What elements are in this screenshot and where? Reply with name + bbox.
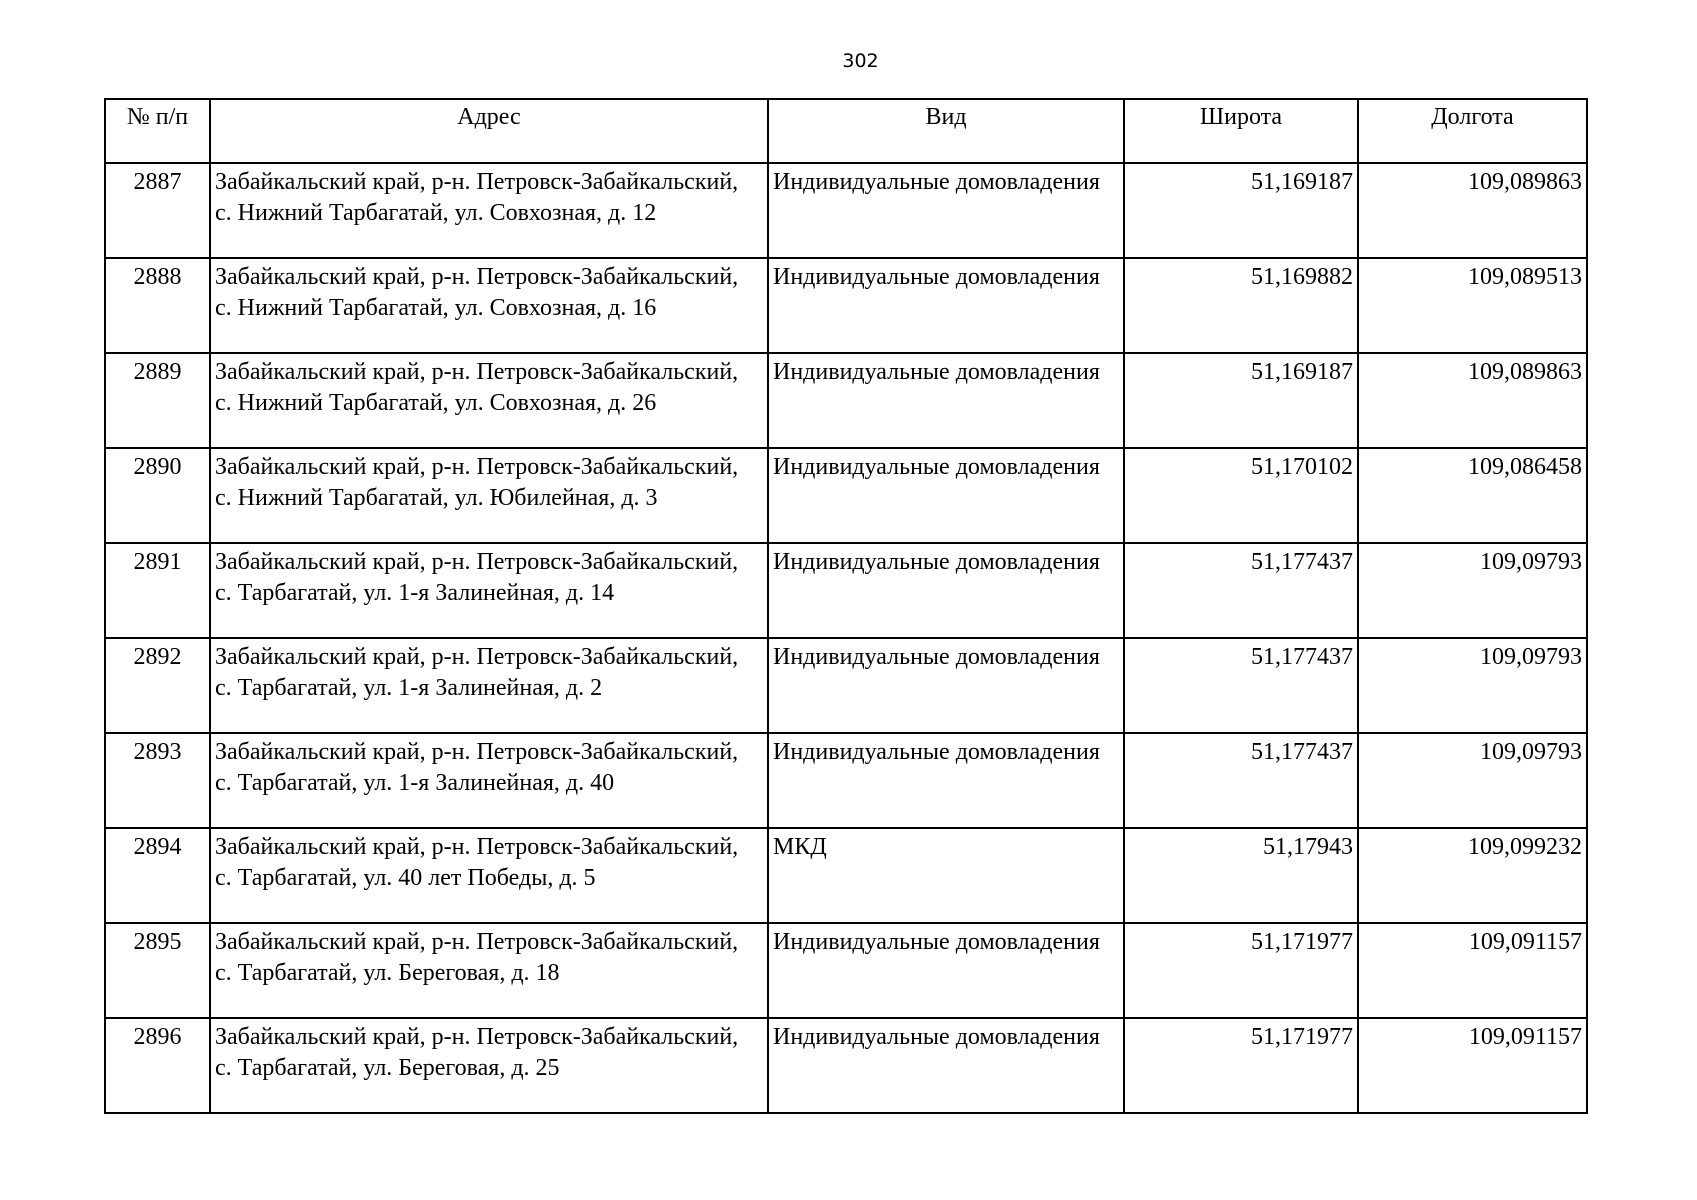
table-row <box>105 353 1587 448</box>
address-line-2: с. Тарбагатай, ул. 1-я Залинейная, д. 40 <box>215 770 615 796</box>
address-line-1: Забайкальский край, р-н. Петровск-Забайкальский, <box>215 834 739 860</box>
address-line-1: Забайкальский край, р-н. Петровск-Забайкальский, <box>215 264 739 290</box>
row-kind: Индивидуальные домовладения <box>768 733 1124 828</box>
row-latitude: 51,17943 <box>1124 828 1358 923</box>
table-row <box>105 448 1587 543</box>
address-line-2: с. Тарбагатай, ул. 1-я Залинейная, д. 14 <box>215 580 615 606</box>
address-line-2: с. Тарбагатай, ул. Береговая, д. 18 <box>215 960 560 986</box>
row-kind: Индивидуальные домовладения <box>768 543 1124 638</box>
table-row <box>105 258 1587 353</box>
row-number: 2887 <box>105 163 210 258</box>
row-number: 2892 <box>105 638 210 733</box>
row-number: 2895 <box>105 923 210 1018</box>
address-line-1: Забайкальский край, р-н. Петровск-Забайкальский, <box>215 644 739 670</box>
row-kind: Индивидуальные домовладения <box>768 163 1124 258</box>
row-longitude: 109,099232 <box>1358 828 1587 923</box>
table-row <box>105 163 1587 258</box>
row-latitude: 51,169187 <box>1124 353 1358 448</box>
row-address <box>210 923 768 1018</box>
row-address <box>210 163 768 258</box>
row-kind: МКД <box>768 828 1124 923</box>
table-body <box>105 163 1587 1113</box>
header-num: № п/п <box>105 99 210 163</box>
table-row <box>105 543 1587 638</box>
row-kind: Индивидуальные домовладения <box>768 1018 1124 1113</box>
row-address <box>210 1018 768 1113</box>
row-latitude: 51,169187 <box>1124 163 1358 258</box>
row-longitude: 109,089863 <box>1358 353 1587 448</box>
address-line-1: Забайкальский край, р-н. Петровск-Забайкальский, <box>215 549 739 575</box>
address-line-2: с. Тарбагатай, ул. 40 лет Победы, д. 5 <box>215 865 596 891</box>
row-number: 2894 <box>105 828 210 923</box>
table-row <box>105 923 1587 1018</box>
row-number: 2888 <box>105 258 210 353</box>
row-number: 2896 <box>105 1018 210 1113</box>
table-row <box>105 828 1587 923</box>
row-latitude: 51,171977 <box>1124 923 1358 1018</box>
address-line-1: Забайкальский край, р-н. Петровск-Забайкальский, <box>215 929 739 955</box>
header-row <box>105 99 1587 163</box>
row-address <box>210 448 768 543</box>
row-longitude: 109,091157 <box>1358 923 1587 1018</box>
row-longitude: 109,086458 <box>1358 448 1587 543</box>
row-address <box>210 258 768 353</box>
row-latitude: 51,177437 <box>1124 543 1358 638</box>
address-line-1: Забайкальский край, р-н. Петровск-Забайкальский, <box>215 739 739 765</box>
row-address <box>210 543 768 638</box>
address-line-1: Забайкальский край, р-н. Петровск-Забайкальский, <box>215 359 739 385</box>
row-kind: Индивидуальные домовладения <box>768 638 1124 733</box>
row-latitude: 51,170102 <box>1124 448 1358 543</box>
address-line-2: с. Нижний Тарбагатай, ул. Совхозная, д. 12 <box>215 200 657 226</box>
row-kind: Индивидуальные домовладения <box>768 353 1124 448</box>
address-line-1: Забайкальский край, р-н. Петровск-Забайкальский, <box>215 454 739 480</box>
header-latitude: Широта <box>1124 99 1358 163</box>
row-kind: Индивидуальные домовладения <box>768 923 1124 1018</box>
address-line-2: с. Тарбагатай, ул. Береговая, д. 25 <box>215 1055 560 1081</box>
row-longitude: 109,091157 <box>1358 1018 1587 1113</box>
row-kind: Индивидуальные домовладения <box>768 258 1124 353</box>
page-number: 302 <box>842 50 879 72</box>
address-line-2: с. Нижний Тарбагатай, ул. Юбилейная, д. 3 <box>215 485 658 511</box>
table-row <box>105 733 1587 828</box>
address-table <box>104 98 1588 1114</box>
row-longitude: 109,09793 <box>1358 638 1587 733</box>
table-row <box>105 1018 1587 1113</box>
row-latitude: 51,169882 <box>1124 258 1358 353</box>
row-kind: Индивидуальные домовладения <box>768 448 1124 543</box>
row-longitude: 109,089863 <box>1358 163 1587 258</box>
row-address <box>210 353 768 448</box>
header-address: Адрес <box>210 99 768 163</box>
row-longitude: 109,09793 <box>1358 543 1587 638</box>
table-row <box>105 638 1587 733</box>
row-latitude: 51,177437 <box>1124 733 1358 828</box>
address-line-1: Забайкальский край, р-н. Петровск-Забайкальский, <box>215 1024 739 1050</box>
row-number: 2890 <box>105 448 210 543</box>
row-latitude: 51,171977 <box>1124 1018 1358 1113</box>
address-line-2: с. Нижний Тарбагатай, ул. Совхозная, д. 26 <box>215 390 657 416</box>
address-line-2: с. Тарбагатай, ул. 1-я Залинейная, д. 2 <box>215 675 603 701</box>
header-longitude: Долгота <box>1358 99 1587 163</box>
row-latitude: 51,177437 <box>1124 638 1358 733</box>
row-number: 2893 <box>105 733 210 828</box>
row-longitude: 109,089513 <box>1358 258 1587 353</box>
row-address <box>210 733 768 828</box>
address-line-2: с. Нижний Тарбагатай, ул. Совхозная, д. 16 <box>215 295 657 321</box>
table-header <box>105 99 1587 163</box>
row-number: 2889 <box>105 353 210 448</box>
header-kind: Вид <box>768 99 1124 163</box>
row-number: 2891 <box>105 543 210 638</box>
row-address <box>210 828 768 923</box>
row-address <box>210 638 768 733</box>
row-longitude: 109,09793 <box>1358 733 1587 828</box>
address-line-1: Забайкальский край, р-н. Петровск-Забайкальский, <box>215 169 739 195</box>
